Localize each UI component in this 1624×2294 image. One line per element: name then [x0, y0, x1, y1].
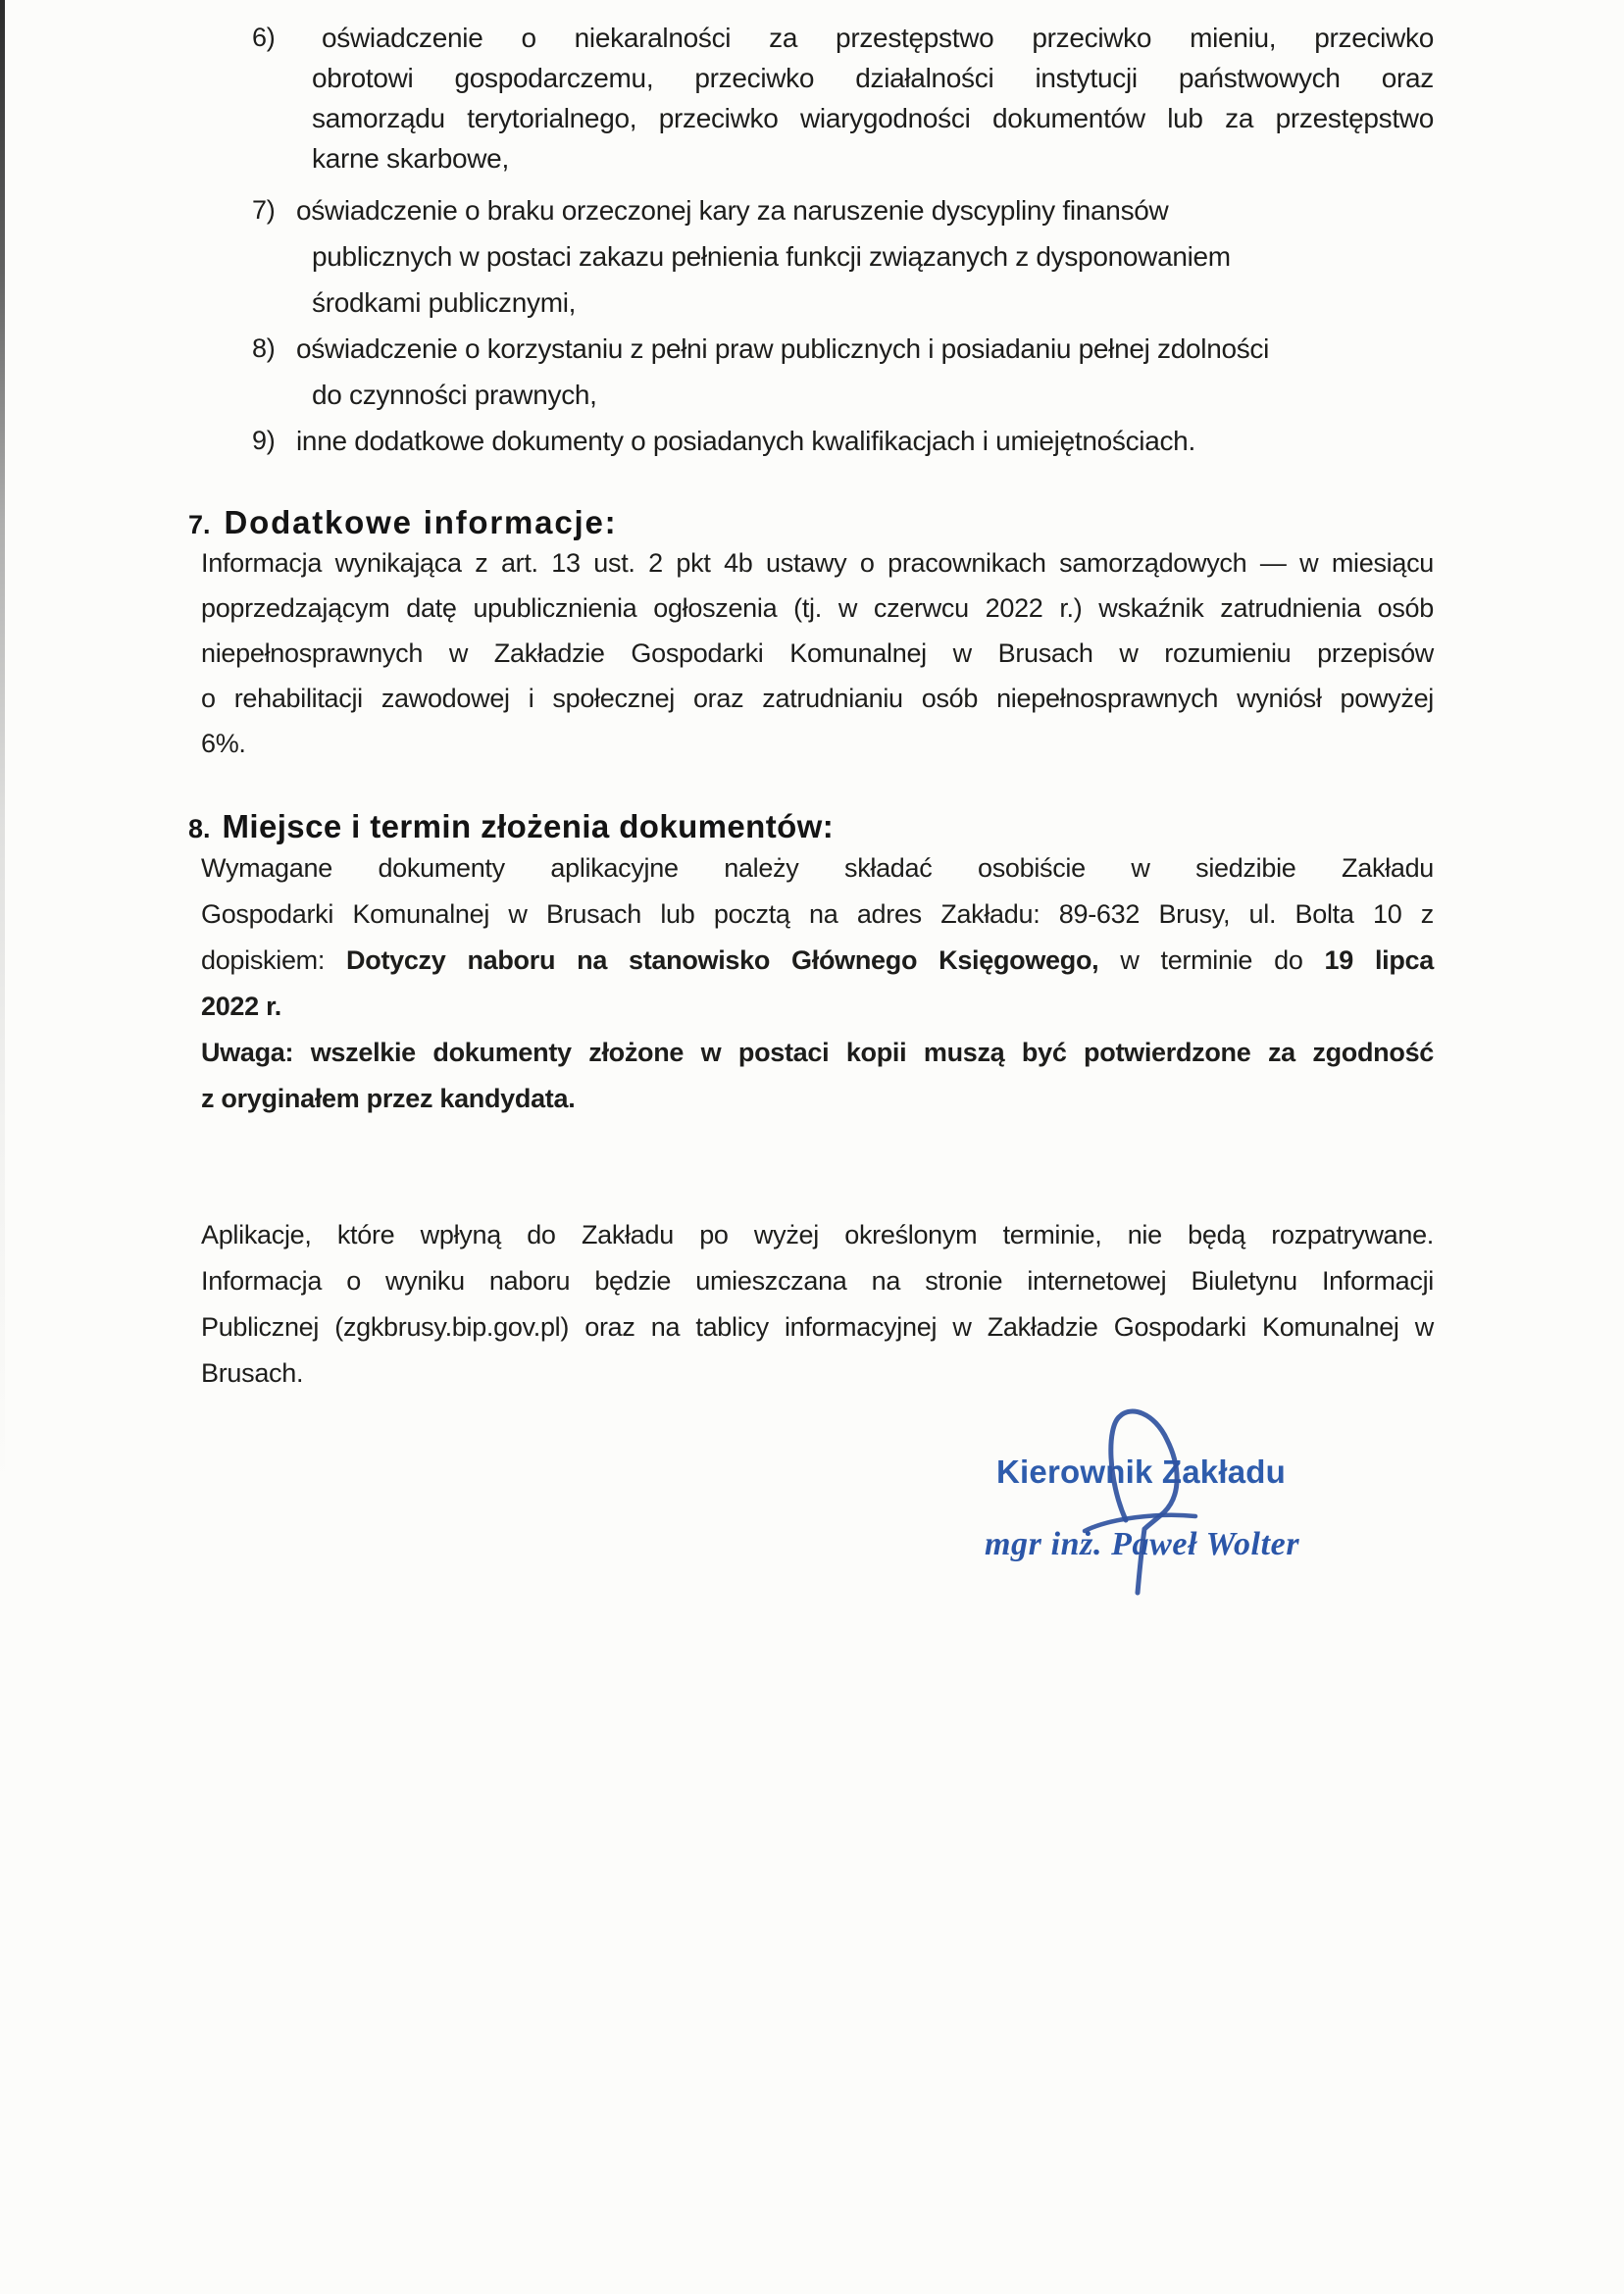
text-segment: w terminie do	[1098, 945, 1325, 975]
scan-edge-artifact	[0, 0, 5, 1491]
list-line: karne skarbowe,	[312, 143, 509, 174]
handwritten-signature-ink	[1000, 1368, 1324, 1623]
paragraph-line: Gospodarki Komunalnej w Brusach lub pocztą na adres Zakładu: 89-632 Brusy, ul. Bolta 10 z	[201, 899, 1434, 929]
list-line: inne dodatkowe dokumenty o posiadanych kwalifikacjach i umiejętnościach.	[296, 426, 1195, 456]
list-line: samorządu terytorialnego, przeciwko wiarygodności dokumentów lub za przestępstwo	[312, 103, 1434, 133]
list-item-number: 7)	[252, 195, 276, 225]
list-line: do czynności prawnych,	[312, 380, 597, 410]
text-segment: dopiskiem:	[201, 945, 347, 975]
list-item-number: 6)	[252, 23, 276, 52]
list-item-6	[201, 18, 1434, 178]
list-item-7	[201, 187, 1434, 326]
paragraph-line: Publicznej (zgkbrusy.bip.gov.pl) oraz na tablicy informacyjnej w Zakładzie Gospodarki Komunalnej w	[201, 1312, 1434, 1342]
section-8-paragraph	[201, 845, 1434, 1122]
paragraph-line: niepełnosprawnych w Zakładzie Gospodarki Komunalnej w Brusach w rozumieniu przepisów	[201, 638, 1434, 668]
paragraph-line: o rehabilitacji zawodowej i społecznej oraz zatrudnianiu osób niepełnosprawnych wyniósł powyżej	[201, 684, 1434, 713]
list-line: oświadczenie o niekaralności za przestępstwo przeciwko mieniu, przeciwko	[322, 23, 1434, 53]
section-title: Dodatkowe informacje:	[224, 504, 618, 540]
numbered-list	[201, 18, 1434, 464]
paragraph-line: Informacja o wyniku naboru będzie umieszczana na stronie internetowej Biuletynu Informacji	[201, 1266, 1434, 1296]
list-item-number: 8)	[252, 333, 276, 363]
paragraph-line: poprzedzającym datę upublicznienia ogłoszenia (tj. w czerwcu 2022 r.) wskaźnik zatrudnienia osób	[201, 593, 1434, 623]
section-7-paragraph	[201, 540, 1434, 766]
paragraph-line: Brusach.	[201, 1358, 304, 1388]
list-item-8	[201, 326, 1434, 418]
paragraph-line: Wymagane dokumenty aplikacyjne należy składać osobiście w siedzibie Zakładu	[201, 853, 1434, 883]
paragraph-line: z oryginałem przez kandydata.	[201, 1084, 576, 1113]
list-item-number: 9)	[252, 426, 276, 455]
paragraph-line	[201, 938, 1434, 984]
list-line: publicznych w postaci zakazu pełnienia funkcji związanych z dysponowaniem	[312, 241, 1231, 272]
list-line: obrotowi gospodarczemu, przeciwko działalności instytucji państwowych oraz	[312, 63, 1434, 93]
section-number: 8.	[188, 814, 211, 843]
paragraph-line: Uwaga: wszelkie dokumenty złożone w postaci kopii muszą być potwierdzone za zgodność	[201, 1038, 1434, 1067]
list-item-9	[201, 418, 1434, 464]
section-number: 7.	[188, 510, 211, 539]
paragraph-line: Aplikacje, które wpłyną do Zakładu po wyżej określonym terminie, nie będą rozpatrywane.	[201, 1220, 1434, 1249]
list-line: środkami publicznymi,	[312, 287, 577, 318]
bold-text-segment: 19 lipca	[1324, 945, 1434, 975]
bold-text-segment: Dotyczy naboru na stanowisko Głównego Księgowego,	[346, 945, 1099, 975]
paragraph-line: 6%.	[201, 729, 246, 758]
signature-role: Kierownik Zakładu	[996, 1453, 1286, 1490]
paragraph-line: Informacja wynikająca z art. 13 ust. 2 pkt 4b ustawy o pracownikach samorządowych — w miesiącu	[201, 548, 1434, 578]
section-8-heading	[188, 808, 834, 845]
signature-name: mgr inż. Paweł Wolter	[985, 1526, 1300, 1562]
section-7-heading	[188, 504, 617, 541]
list-line: oświadczenie o braku orzeczonej kary za naruszenie dyscypliny finansów	[296, 195, 1169, 226]
list-line: oświadczenie o korzystaniu z pełni praw publicznych i posiadaniu pełnej zdolności	[296, 333, 1270, 364]
section-title: Miejsce i termin złożenia dokumentów:	[222, 808, 835, 844]
paragraph-line: 2022 r.	[201, 992, 281, 1021]
